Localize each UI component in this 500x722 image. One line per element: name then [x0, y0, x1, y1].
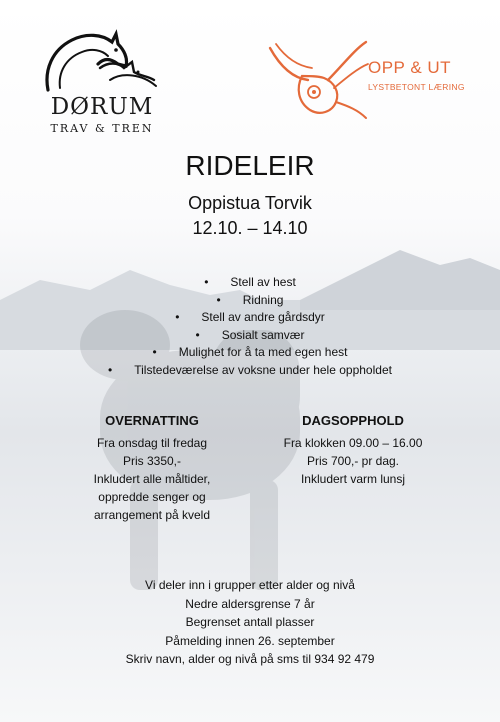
list-item: • Stell av hest — [204, 275, 296, 289]
footer-line: Nedre aldersgrense 7 år — [185, 596, 315, 611]
opp-og-ut-logo-name: OPP & UT — [368, 58, 452, 77]
footer-line: Påmelding innen 26. september — [165, 633, 335, 648]
dorum-logo — [38, 28, 164, 138]
dagsopphold-line: Inkludert varm lunsj — [300, 472, 406, 486]
event-dates: 12.10. – 14.10 — [192, 218, 308, 238]
dagsopphold-line: Fra klokken 09.00 – 16.00 — [283, 436, 423, 450]
overnatting-section — [62, 413, 242, 524]
list-item: • Mulighet for å ta med egen hest — [152, 345, 348, 360]
event-title: RIDELEIR — [185, 150, 315, 181]
opp-og-ut-logo — [262, 36, 480, 126]
overnatting-line: Pris 3350,- — [122, 454, 182, 468]
list-item: • Sosialt samvær — [195, 327, 305, 342]
overnatting-line: Fra onsdag til fredag — [96, 436, 208, 450]
bullet-icon: • — [216, 292, 221, 307]
dorum-logo-tagline: TRAV & TREN — [50, 122, 154, 135]
overnatting-line: Inkludert alle måltider, — [93, 472, 211, 486]
dorum-logo-name: DØRUM — [50, 94, 154, 120]
list-item: • Ridning — [216, 292, 284, 307]
overnatting-line: arrangement på kveld — [93, 508, 211, 522]
bullet-icon: • — [152, 345, 157, 360]
info-footer — [0, 576, 500, 669]
bullet-icon: • — [175, 310, 180, 325]
list-item: • Stell av andre gårdsdyr — [175, 310, 325, 325]
list-item: • Tilstedeværelse av voksne under hele oppholdet — [108, 362, 392, 377]
owl-icon — [262, 36, 480, 126]
bullet-icon: • — [195, 327, 200, 342]
bullet-icon: • — [108, 362, 113, 377]
overnatting-heading: OVERNATTING — [105, 413, 199, 428]
horse-and-dog-icon — [38, 28, 164, 98]
event-location: Oppistua Torvik — [188, 193, 312, 213]
dagsopphold-heading: DAGSOPPHOLD — [302, 413, 404, 428]
footer-line: Begrenset antall plasser — [185, 615, 315, 629]
activity-list — [0, 274, 500, 380]
bullet-icon: • — [204, 275, 209, 289]
dagsopphold-section — [263, 413, 443, 488]
dagsopphold-line: Pris 700,- pr dag. — [306, 454, 400, 468]
footer-line: Vi deler inn i grupper etter alder og nivå — [145, 578, 355, 592]
overnatting-line: oppredde senger og — [98, 490, 206, 504]
opp-og-ut-logo-tagline: LYSTBETONT LÆRING — [368, 82, 465, 92]
footer-line: Skriv navn, alder og nivå på sms til 934 92 479 — [125, 652, 375, 666]
